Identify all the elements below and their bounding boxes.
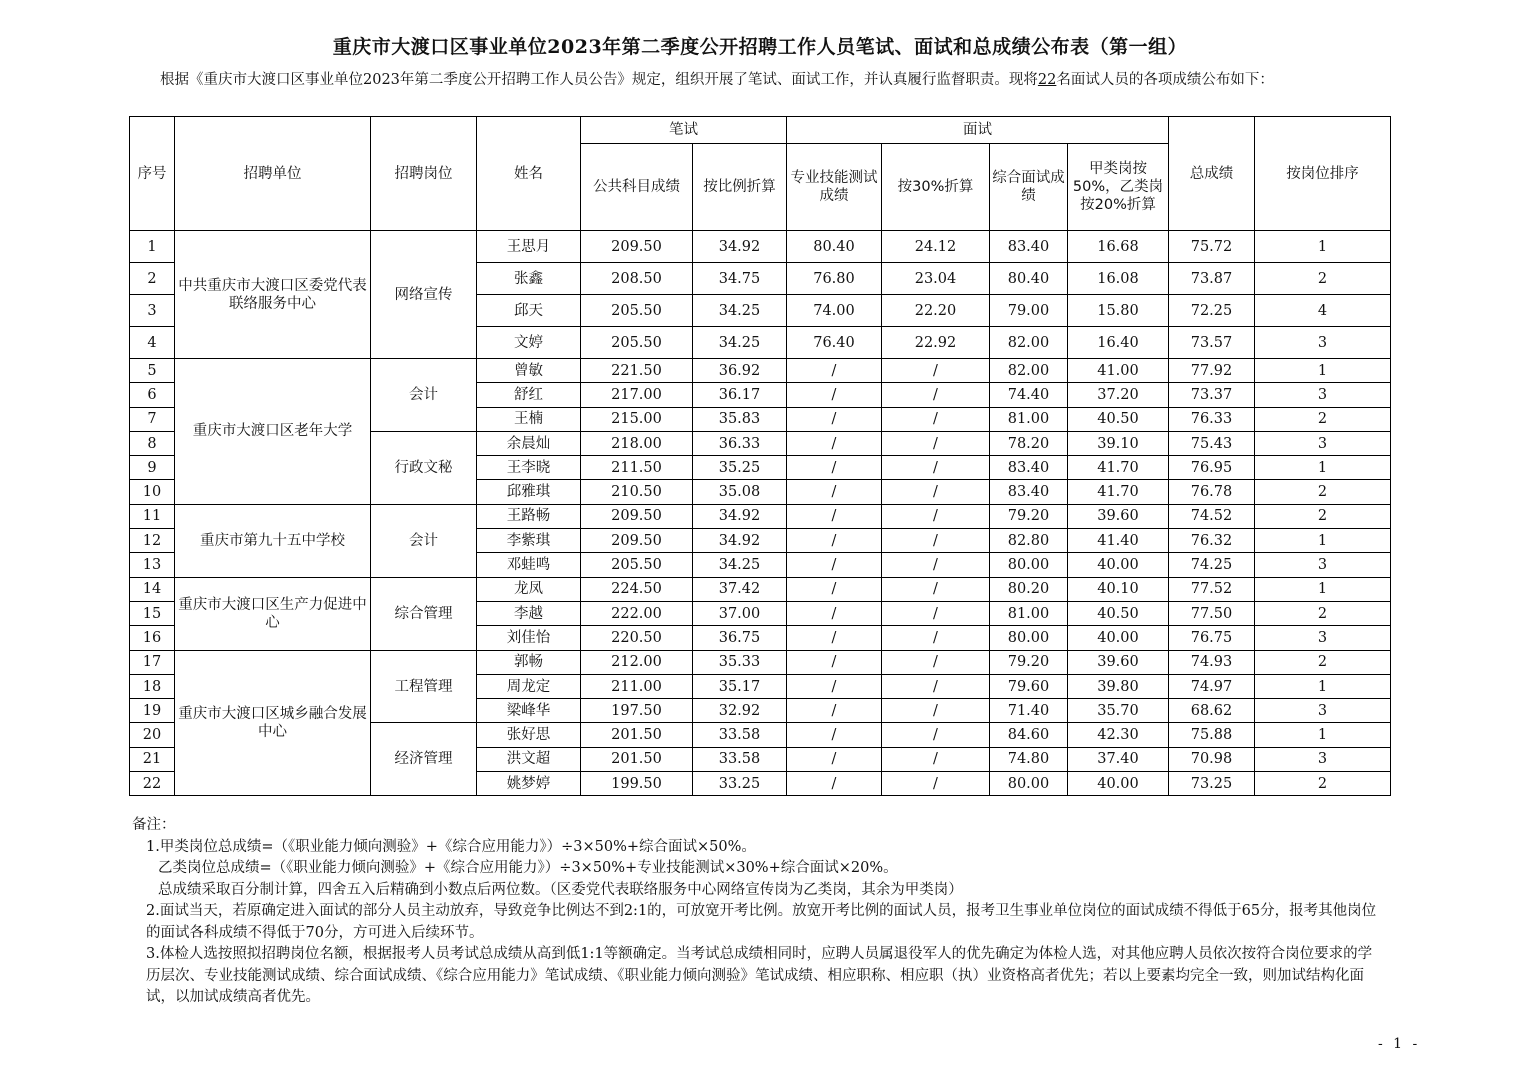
cell-interview: 79.00 (990, 295, 1068, 327)
cell-unit: 重庆市大渡口区城乡融合发展中心 (175, 650, 371, 796)
cell-iscaled: 40.10 (1068, 577, 1169, 601)
header-interview-scaled: 甲类岗按50%，乙类岗按20%折算 (1068, 144, 1169, 231)
cell-post: 行政文秘 (371, 431, 477, 504)
cell-rank: 2 (1255, 601, 1391, 625)
cell-seq: 12 (130, 529, 175, 553)
cell-seq: 7 (130, 407, 175, 431)
cell-name: 王楠 (477, 407, 581, 431)
cell-skill30: / (882, 529, 990, 553)
cell-seq: 6 (130, 383, 175, 407)
cell-written: 34.92 (693, 231, 787, 263)
cell-skill30: 22.92 (882, 327, 990, 359)
cell-total: 74.93 (1169, 650, 1255, 674)
cell-interview: 82.80 (990, 529, 1068, 553)
cell-iscaled: 39.60 (1068, 650, 1169, 674)
cell-skill: 76.40 (787, 327, 882, 359)
cell-interview: 83.40 (990, 480, 1068, 504)
cell-public: 212.00 (581, 650, 693, 674)
cell-written: 35.17 (693, 674, 787, 698)
cell-seq: 16 (130, 626, 175, 650)
cell-written: 34.92 (693, 529, 787, 553)
cell-public: 205.50 (581, 327, 693, 359)
cell-written: 33.58 (693, 747, 787, 771)
cell-seq: 19 (130, 699, 175, 723)
cell-iscaled: 41.40 (1068, 529, 1169, 553)
cell-rank: 3 (1255, 553, 1391, 577)
cell-total: 76.32 (1169, 529, 1255, 553)
cell-skill: / (787, 407, 882, 431)
cell-written: 34.25 (693, 295, 787, 327)
cell-rank: 1 (1255, 231, 1391, 263)
cell-skill: / (787, 359, 882, 383)
cell-unit: 重庆市第九十五中学校 (175, 504, 371, 577)
cell-seq: 5 (130, 359, 175, 383)
scores-table (129, 116, 1391, 796)
cell-skill30: / (882, 723, 990, 747)
cell-seq: 17 (130, 650, 175, 674)
cell-post: 综合管理 (371, 577, 477, 650)
cell-name: 王路畅 (477, 504, 581, 528)
table-row (130, 231, 1391, 263)
intro-count: 22 (1037, 72, 1057, 88)
cell-name: 邓蛙鸣 (477, 553, 581, 577)
cell-rank: 3 (1255, 431, 1391, 455)
table-body (130, 231, 1391, 796)
cell-iscaled: 40.50 (1068, 407, 1169, 431)
cell-iscaled: 39.60 (1068, 504, 1169, 528)
header-public-score: 公共科目成绩 (581, 144, 693, 231)
cell-seq: 3 (130, 295, 175, 327)
cell-post: 网络宣传 (371, 231, 477, 359)
header-unit: 招聘单位 (175, 117, 371, 231)
cell-iscaled: 42.30 (1068, 723, 1169, 747)
cell-skill: / (787, 626, 882, 650)
cell-name: 郭畅 (477, 650, 581, 674)
cell-skill: / (787, 456, 882, 480)
cell-public: 209.50 (581, 231, 693, 263)
cell-skill30: 23.04 (882, 263, 990, 295)
cell-iscaled: 37.20 (1068, 383, 1169, 407)
notes-section (132, 815, 1382, 1009)
cell-total: 76.33 (1169, 407, 1255, 431)
cell-total: 74.25 (1169, 553, 1255, 577)
cell-total: 70.98 (1169, 747, 1255, 771)
cell-interview: 80.20 (990, 577, 1068, 601)
cell-iscaled: 15.80 (1068, 295, 1169, 327)
cell-total: 75.43 (1169, 431, 1255, 455)
cell-total: 75.88 (1169, 723, 1255, 747)
cell-interview: 79.20 (990, 504, 1068, 528)
cell-skill: 76.80 (787, 263, 882, 295)
cell-name: 王思月 (477, 231, 581, 263)
cell-unit: 重庆市大渡口区生产力促进中心 (175, 577, 371, 650)
cell-interview: 81.00 (990, 407, 1068, 431)
cell-skill30: / (882, 407, 990, 431)
cell-rank: 2 (1255, 772, 1391, 796)
cell-name: 龙凤 (477, 577, 581, 601)
cell-total: 74.97 (1169, 674, 1255, 698)
cell-iscaled: 41.70 (1068, 456, 1169, 480)
cell-seq: 11 (130, 504, 175, 528)
cell-total: 76.75 (1169, 626, 1255, 650)
cell-skill: / (787, 504, 882, 528)
cell-public: 205.50 (581, 295, 693, 327)
cell-interview: 71.40 (990, 699, 1068, 723)
header-rank: 按岗位排序 (1255, 117, 1391, 231)
cell-rank: 3 (1255, 383, 1391, 407)
cell-name: 刘佳怡 (477, 626, 581, 650)
cell-rank: 1 (1255, 456, 1391, 480)
note-1a: 1.甲类岗位总成绩=（《职业能力倾向测验》+《综合应用能力》）÷3×50%+综合面试×50%。 (146, 838, 756, 855)
cell-skill: / (787, 577, 882, 601)
cell-total: 73.87 (1169, 263, 1255, 295)
cell-total: 76.95 (1169, 456, 1255, 480)
table-row (130, 359, 1391, 383)
cell-name: 姚梦婷 (477, 772, 581, 796)
table-row (130, 504, 1391, 528)
cell-post: 经济管理 (371, 723, 477, 796)
cell-public: 221.50 (581, 359, 693, 383)
cell-total: 77.50 (1169, 601, 1255, 625)
note-1b: 乙类岗位总成绩=（《职业能力倾向测验》+《综合应用能力》）÷3×50%+专业技能测试×30%+综合面试×20%。 (158, 860, 898, 876)
header-name: 姓名 (477, 117, 581, 231)
cell-interview: 83.40 (990, 456, 1068, 480)
cell-seq: 21 (130, 747, 175, 771)
cell-skill30: 22.20 (882, 295, 990, 327)
cell-skill30: / (882, 601, 990, 625)
header-skill-test: 专业技能测试成绩 (787, 144, 882, 231)
cell-skill30: / (882, 699, 990, 723)
cell-written: 35.08 (693, 480, 787, 504)
cell-skill: / (787, 723, 882, 747)
cell-skill30: / (882, 553, 990, 577)
cell-public: 211.50 (581, 456, 693, 480)
cell-interview: 80.00 (990, 553, 1068, 577)
table-row (130, 577, 1391, 601)
cell-seq: 14 (130, 577, 175, 601)
cell-name: 梁峰华 (477, 699, 581, 723)
cell-skill: / (787, 699, 882, 723)
header-interview-score: 综合面试成绩 (990, 144, 1068, 231)
cell-skill: / (787, 674, 882, 698)
cell-public: 205.50 (581, 553, 693, 577)
cell-seq: 2 (130, 263, 175, 295)
cell-skill: / (787, 431, 882, 455)
cell-public: 215.00 (581, 407, 693, 431)
cell-skill: / (787, 772, 882, 796)
cell-rank: 2 (1255, 650, 1391, 674)
cell-iscaled: 16.68 (1068, 231, 1169, 263)
page-number: - 1 - (1378, 1036, 1421, 1052)
cell-name: 张鑫 (477, 263, 581, 295)
cell-seq: 1 (130, 231, 175, 263)
cell-total: 76.78 (1169, 480, 1255, 504)
cell-written: 37.00 (693, 601, 787, 625)
cell-iscaled: 35.70 (1068, 699, 1169, 723)
cell-interview: 74.80 (990, 747, 1068, 771)
cell-total: 75.72 (1169, 231, 1255, 263)
cell-iscaled: 16.08 (1068, 263, 1169, 295)
cell-total: 74.52 (1169, 504, 1255, 528)
cell-interview: 79.60 (990, 674, 1068, 698)
table-row (130, 650, 1391, 674)
cell-iscaled: 40.00 (1068, 626, 1169, 650)
cell-iscaled: 37.40 (1068, 747, 1169, 771)
cell-rank: 1 (1255, 723, 1391, 747)
cell-skill: / (787, 747, 882, 771)
cell-seq: 20 (130, 723, 175, 747)
cell-seq: 10 (130, 480, 175, 504)
cell-written: 35.33 (693, 650, 787, 674)
cell-skill30: / (882, 480, 990, 504)
cell-skill30: 24.12 (882, 231, 990, 263)
cell-written: 34.25 (693, 327, 787, 359)
cell-public: 210.50 (581, 480, 693, 504)
note-3: 3.体检人选按照拟招聘岗位名额，根据报考人员考试总成绩从高到低1:1等额确定。当考试总成绩相同时，应聘人员属退役军人的优先确定为体检人选，对其他应聘人员依次按符合岗位要求的学历层次、专业技能测试成绩、综合面试成绩、《综合应用能力》笔试成绩、《职业能力倾向测验》笔试成绩、相应职称、相应职（执）业资格高者优先；若以上要素均完全一致，则加试结构化面试，以加试成绩高者优先。 (146, 946, 1373, 1005)
cell-name: 李紫琪 (477, 529, 581, 553)
cell-total: 73.37 (1169, 383, 1255, 407)
cell-public: 222.00 (581, 601, 693, 625)
cell-rank: 4 (1255, 295, 1391, 327)
cell-skill: / (787, 650, 882, 674)
cell-iscaled: 39.10 (1068, 431, 1169, 455)
cell-written: 34.75 (693, 263, 787, 295)
cell-seq: 22 (130, 772, 175, 796)
cell-written: 36.33 (693, 431, 787, 455)
cell-interview: 84.60 (990, 723, 1068, 747)
cell-written: 36.17 (693, 383, 787, 407)
cell-written: 33.25 (693, 772, 787, 796)
cell-rank: 1 (1255, 359, 1391, 383)
cell-interview: 78.20 (990, 431, 1068, 455)
cell-skill30: / (882, 456, 990, 480)
cell-written: 37.42 (693, 577, 787, 601)
cell-seq: 4 (130, 327, 175, 359)
cell-interview: 80.00 (990, 626, 1068, 650)
cell-skill: / (787, 601, 882, 625)
cell-written: 35.25 (693, 456, 787, 480)
cell-rank: 3 (1255, 327, 1391, 359)
cell-rank: 2 (1255, 480, 1391, 504)
intro-paragraph (132, 70, 1382, 91)
cell-skill30: / (882, 626, 990, 650)
cell-skill30: / (882, 577, 990, 601)
notes-label: 备注： (132, 817, 176, 833)
cell-skill: / (787, 553, 882, 577)
cell-skill30: / (882, 747, 990, 771)
cell-written: 36.92 (693, 359, 787, 383)
cell-public: 209.50 (581, 504, 693, 528)
cell-skill30: / (882, 674, 990, 698)
cell-skill30: / (882, 504, 990, 528)
cell-rank: 1 (1255, 577, 1391, 601)
cell-iscaled: 40.00 (1068, 553, 1169, 577)
cell-rank: 3 (1255, 626, 1391, 650)
cell-written: 36.75 (693, 626, 787, 650)
cell-interview: 79.20 (990, 650, 1068, 674)
cell-public: 201.50 (581, 723, 693, 747)
cell-public: 217.00 (581, 383, 693, 407)
cell-interview: 83.40 (990, 231, 1068, 263)
cell-rank: 1 (1255, 674, 1391, 698)
cell-name: 曾敏 (477, 359, 581, 383)
cell-rank: 2 (1255, 263, 1391, 295)
cell-rank: 3 (1255, 747, 1391, 771)
cell-written: 35.83 (693, 407, 787, 431)
cell-name: 邱天 (477, 295, 581, 327)
cell-seq: 13 (130, 553, 175, 577)
cell-skill: 80.40 (787, 231, 882, 263)
cell-public: 197.50 (581, 699, 693, 723)
cell-skill: 74.00 (787, 295, 882, 327)
cell-iscaled: 41.00 (1068, 359, 1169, 383)
cell-name: 王李晓 (477, 456, 581, 480)
cell-name: 周龙定 (477, 674, 581, 698)
cell-interview: 81.00 (990, 601, 1068, 625)
cell-unit: 重庆市大渡口区老年大学 (175, 359, 371, 505)
cell-total: 77.92 (1169, 359, 1255, 383)
cell-skill: / (787, 480, 882, 504)
cell-public: 218.00 (581, 431, 693, 455)
cell-rank: 2 (1255, 407, 1391, 431)
header-total: 总成绩 (1169, 117, 1255, 231)
cell-name: 文婷 (477, 327, 581, 359)
header-seq: 序号 (130, 117, 175, 231)
cell-total: 68.62 (1169, 699, 1255, 723)
cell-written: 34.92 (693, 504, 787, 528)
header-skill-scaled: 按30%折算 (882, 144, 990, 231)
cell-skill30: / (882, 772, 990, 796)
cell-seq: 8 (130, 431, 175, 455)
cell-written: 32.92 (693, 699, 787, 723)
cell-seq: 15 (130, 601, 175, 625)
cell-rank: 2 (1255, 504, 1391, 528)
cell-interview: 82.00 (990, 359, 1068, 383)
cell-iscaled: 40.00 (1068, 772, 1169, 796)
cell-iscaled: 16.40 (1068, 327, 1169, 359)
cell-total: 73.57 (1169, 327, 1255, 359)
cell-public: 224.50 (581, 577, 693, 601)
cell-iscaled: 41.70 (1068, 480, 1169, 504)
page-title: 重庆市大渡口区事业单位2023年第二季度公开招聘工作人员笔试、面试和总成绩公布表（第一组） (332, 36, 1188, 58)
cell-rank: 3 (1255, 699, 1391, 723)
cell-iscaled: 40.50 (1068, 601, 1169, 625)
cell-public: 220.50 (581, 626, 693, 650)
header-written-group: 笔试 (581, 117, 787, 144)
cell-name: 洪文超 (477, 747, 581, 771)
cell-name: 李越 (477, 601, 581, 625)
cell-rank: 1 (1255, 529, 1391, 553)
intro-text-after: 名面试人员的各项成绩公布如下： (1056, 72, 1274, 88)
cell-public: 208.50 (581, 263, 693, 295)
cell-name: 张好思 (477, 723, 581, 747)
header-post: 招聘岗位 (371, 117, 477, 231)
cell-public: 199.50 (581, 772, 693, 796)
cell-skill30: / (882, 431, 990, 455)
cell-seq: 18 (130, 674, 175, 698)
cell-written: 34.25 (693, 553, 787, 577)
cell-skill30: / (882, 650, 990, 674)
cell-written: 33.58 (693, 723, 787, 747)
note-2: 2.面试当天，若原确定进入面试的部分人员主动放弃，导致竞争比例达不到2:1的，可放宽开考比例。放宽开考比例的面试人员，报考卫生事业单位岗位的面试成绩不得低于65分，报考其他岗位的面试各科成绩不得低于70分，方可进入后续环节。 (146, 903, 1377, 941)
cell-skill30: / (882, 359, 990, 383)
note-1c: 总成绩采取百分制计算，四舍五入后精确到小数点后两位数。（区委党代表联络服务中心网络宣传岗为乙类岗，其余为甲类岗） (158, 881, 963, 898)
cell-total: 77.52 (1169, 577, 1255, 601)
cell-total: 73.25 (1169, 772, 1255, 796)
cell-interview: 80.40 (990, 263, 1068, 295)
cell-skill: / (787, 529, 882, 553)
cell-interview: 82.00 (990, 327, 1068, 359)
header-interview-group: 面试 (787, 117, 1169, 144)
cell-skill30: / (882, 383, 990, 407)
cell-public: 209.50 (581, 529, 693, 553)
intro-text-before: 根据《重庆市大渡口区事业单位2023年第二季度公开招聘工作人员公告》规定，组织开展了笔试、面试工作，并认真履行监督职责。现将 (160, 72, 1038, 88)
header-written-scaled: 按比例折算 (693, 144, 787, 231)
cell-skill: / (787, 383, 882, 407)
cell-seq: 9 (130, 456, 175, 480)
cell-name: 邱雅琪 (477, 480, 581, 504)
cell-iscaled: 39.80 (1068, 674, 1169, 698)
cell-public: 211.00 (581, 674, 693, 698)
cell-total: 72.25 (1169, 295, 1255, 327)
cell-name: 舒红 (477, 383, 581, 407)
cell-post: 工程管理 (371, 650, 477, 723)
cell-post: 会计 (371, 504, 477, 577)
cell-interview: 74.40 (990, 383, 1068, 407)
cell-unit: 中共重庆市大渡口区委党代表联络服务中心 (175, 231, 371, 359)
cell-name: 余晨灿 (477, 431, 581, 455)
cell-interview: 80.00 (990, 772, 1068, 796)
cell-post: 会计 (371, 359, 477, 432)
cell-public: 201.50 (581, 747, 693, 771)
